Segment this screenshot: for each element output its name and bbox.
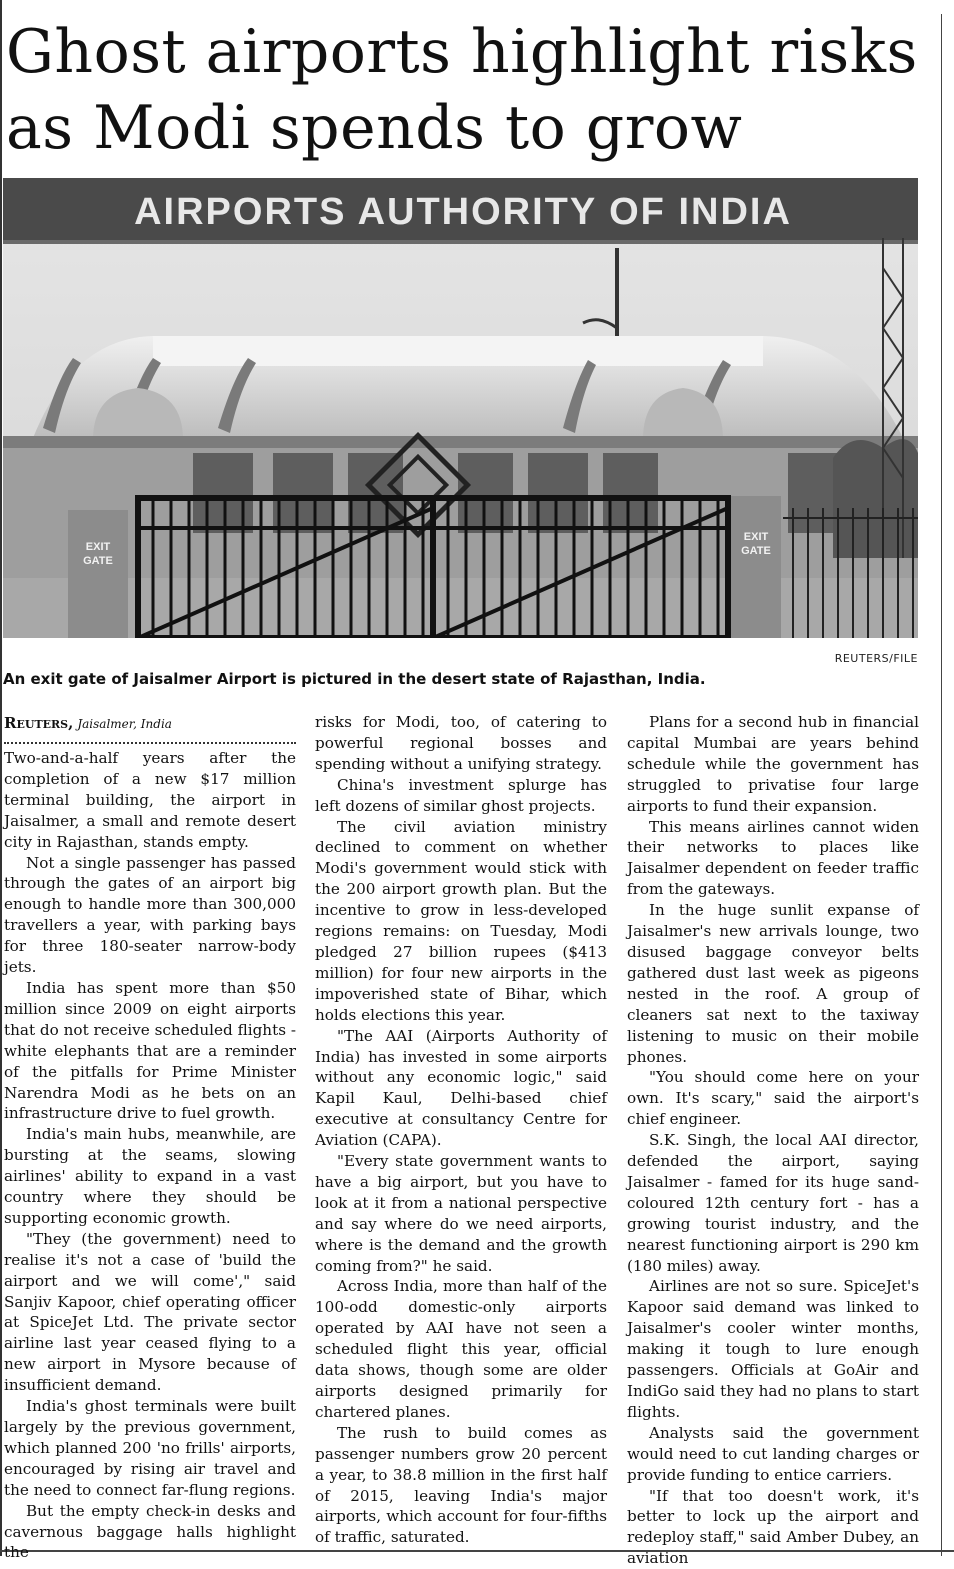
byline-agency: Reuters,: [4, 714, 74, 732]
paragraph: In the huge sunlit expanse of Jaisalmer's new arrivals lounge, two disused baggage conveyor belts gathered dust last week as pigeons nested in the roof. A group of cleaners sat next to the taxiway listening to music on their mobile phones.: [627, 901, 919, 1066]
paragraph: China's investment splurge has left dozens of similar ghost projects.: [315, 775, 607, 815]
gate-sign-left-line2: GATE: [83, 555, 113, 567]
paragraph: Not a single passenger has passed through the gates of an airport big enough to handle more than 300,000 travellers a year, with parking bays for three 180-seater narrow-body jets.: [4, 853, 296, 977]
paragraph: "The AAI (Airports Authority of India) has invested in some airports without any economic logic," said Kapil Kaul, Delhi-based chief executive at consultancy Centre for Aviation (CAPA).: [315, 1026, 607, 1150]
paragraph: But the empty check-in desks and cavernous baggage halls highlight the: [4, 1501, 296, 1562]
paragraph: "They (the government) need to realise it's not a case of 'build the airport and we will come'," said Sanjiv Kapoor, chief operating officer at SpiceJet Ltd. The private sector airline last year ceased flying to a new airport in Mysore because of insufficient demand.: [4, 1229, 296, 1395]
headline: Ghost airports highlight risks as Modi spends to grow: [6, 17, 918, 163]
gate-sign-right-line1: EXIT: [743, 531, 769, 543]
paragraph: India's main hubs, meanwhile, are bursting at the seams, slowing airlines' ability to expand in a vast country where they should be supporting economic growth.: [4, 1125, 296, 1227]
byline-rule: [4, 742, 296, 744]
paragraph: India has spent more than $50 million since 2009 on eight airports that do not receive scheduled flights - white elephants that are a reminder of the pitfalls for Prime Minister Narendra Modi as he bets on an infrastructure drive to fuel growth.: [4, 978, 296, 1123]
paragraph: "If that too doesn't work, it's better to lock up the airport and redeploy staff," said Amber Dubey, an aviation: [627, 1486, 919, 1568]
paragraph: The civil aviation ministry declined to comment on whether Modi's government would stick with the 200 airport growth plan. But the incentive to grow in less-developed regions remains: on Tuesday, Modi pledged 27 billion rupees ($413 million) for four new airports in the impoverished state of Bihar, which holds elections this year.: [315, 817, 607, 1024]
paragraph: The rush to build comes as passenger numbers grow 20 percent a year, to 38.8 million in the first half of 2015, leaving India's major airports, which account for four-fifths of traffic, saturated.: [315, 1423, 607, 1547]
paragraph: Across India, more than half of the 100-odd domestic-only airports operated by AAI have not seen a scheduled flight this year, official data shows, though some are older airports designed primarily for chartered planes.: [315, 1277, 607, 1421]
paragraph: This means airlines cannot widen their networks to places like Jaisalmer dependent on feeder traffic from the gateways.: [627, 817, 919, 899]
photo-caption: An exit gate of Jaisalmer Airport is pictured in the desert state of Rajasthan, India.: [3, 670, 706, 688]
paragraph: "You should come here on your own. It's scary," said the airport's chief engineer.: [627, 1068, 919, 1129]
paragraph: India's ghost terminals were built largely by the previous government, which planned 200 'no frills' airports, encouraged by rising air travel and the need to connect far-flung regions.: [4, 1397, 296, 1499]
article-column-2: [315, 712, 607, 1548]
article-column-3: [627, 712, 919, 1569]
page-border-left: [0, 0, 2, 1556]
paragraph: Plans for a second hub in financial capital Mumbai are years behind schedule while the government has struggled to privatise four large airports to fund their expansion.: [627, 713, 919, 815]
paragraph: risks for Modi, too, of catering to powerful regional bosses and spending without a unifying strategy.: [315, 713, 607, 773]
byline: [4, 712, 296, 735]
article-column-1: [4, 712, 296, 1563]
news-photo: [3, 178, 918, 638]
paragraph: Airlines are not so sure. SpiceJet's Kapoor said demand was linked to Jaisalmer's cooler winter months, making it tough to lure enough passengers. Officials at GoAir and IndiGo said they had no plans to start flights.: [627, 1277, 919, 1421]
paragraph: Two-and-a-half years after the completion of a new $17 million terminal building, the airport in Jaisalmer, a small and remote desert city in Rajasthan, stands empty.: [4, 749, 296, 851]
column-rule-right: [941, 14, 942, 1556]
paragraph: Analysts said the government would need to cut landing charges or provide funding to entice carriers.: [627, 1423, 919, 1484]
paragraph: "Every state government wants to have a big airport, but you have to look at it from a national perspective and say where do we need airports, where is the demand and the growth coming from?" he said.: [315, 1152, 607, 1275]
paragraph: S.K. Singh, the local AAI director, defended the airport, saying Jaisalmer - famed for its huge sand-coloured 12th century fort - has a growing tourist industry, and the nearest functioning airport is 290 km (180 miles) away.: [627, 1131, 919, 1275]
photo-credit: REUTERS/FILE: [834, 652, 918, 665]
airport-sign: AIRPORTS AUTHORITY OF INDIA: [134, 191, 792, 233]
gate-sign-right-line2: GATE: [741, 545, 771, 557]
byline-dateline: Jaisalmer, India: [77, 717, 172, 731]
gate-sign-left-line1: EXIT: [85, 541, 111, 553]
